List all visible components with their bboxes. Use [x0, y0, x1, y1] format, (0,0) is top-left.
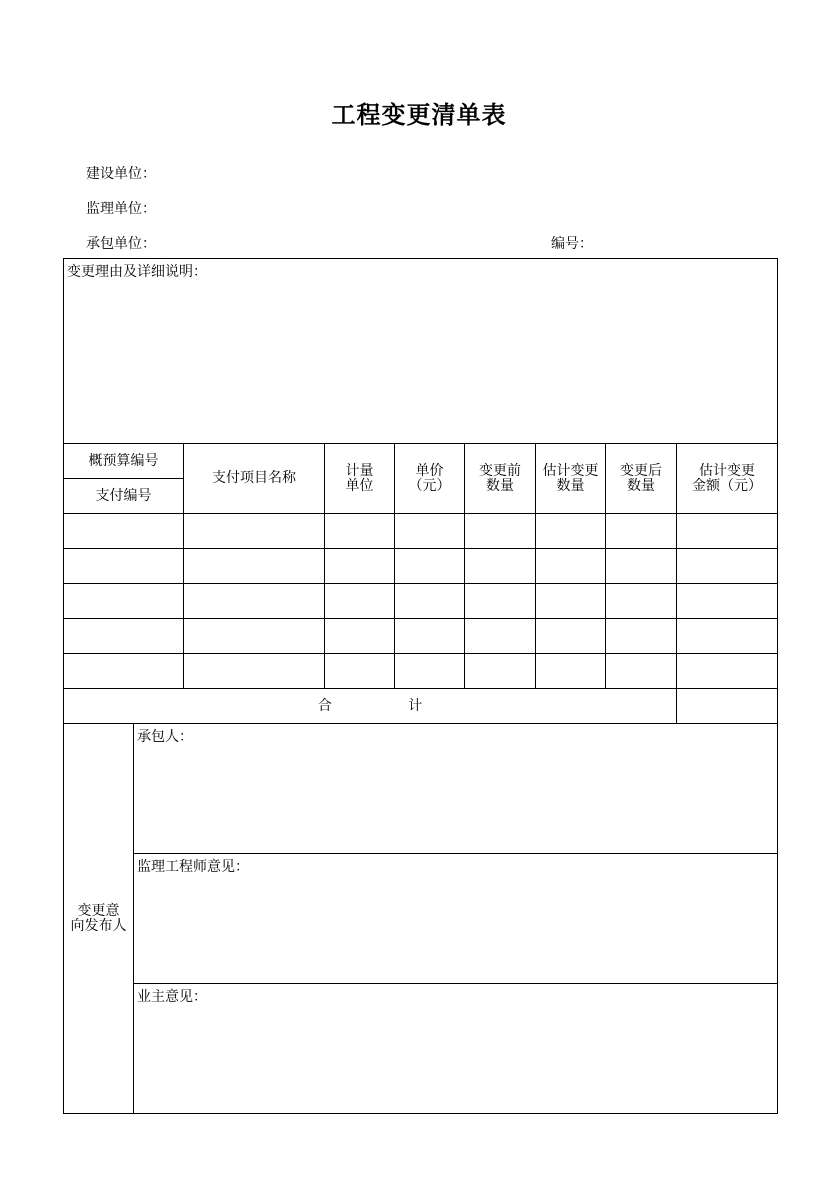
table-cell[interactable] [325, 654, 395, 689]
reason-cell[interactable] [64, 259, 778, 444]
header-qty-before: 变更前 数量 [465, 444, 536, 514]
page-title: 工程变更清单表 [331, 100, 507, 129]
table-cell[interactable] [325, 619, 395, 654]
number-label: 编号： [551, 236, 593, 252]
header-unit: 计量 单位 [325, 444, 395, 514]
table-row [64, 584, 778, 619]
table-cell[interactable] [465, 549, 536, 584]
table-cell[interactable] [536, 584, 606, 619]
header-qty-estimate: 估计变更 数量 [536, 444, 606, 514]
table-cell[interactable] [606, 584, 677, 619]
owner-opinion-label: 业主意见： [137, 989, 207, 1005]
total-label: 合 计 [317, 697, 423, 714]
table-cell[interactable] [677, 514, 778, 549]
table-cell[interactable] [677, 584, 778, 619]
contractor-unit-label: 承包单位： [86, 236, 156, 252]
owner-unit-label: 建设单位： [86, 166, 156, 182]
total-label-cell [64, 689, 677, 724]
header-budget-no: 概预算编号 [64, 444, 184, 479]
table-cell[interactable] [606, 549, 677, 584]
table-cell[interactable] [465, 619, 536, 654]
table-cell[interactable] [606, 619, 677, 654]
supervisor-unit-label: 监理单位： [86, 201, 156, 217]
engineer-opinion-label: 监理工程师意见： [137, 859, 249, 875]
table-cell[interactable] [325, 584, 395, 619]
header-amount: 估计变更 金额（元） [677, 444, 778, 514]
engineer-opinion-cell[interactable] [134, 854, 778, 984]
table-cell[interactable] [64, 549, 184, 584]
table-cell[interactable] [184, 619, 325, 654]
table-cell[interactable] [536, 514, 606, 549]
table-row [64, 549, 778, 584]
table-cell[interactable] [606, 654, 677, 689]
table-cell[interactable] [184, 514, 325, 549]
table-cell[interactable] [64, 654, 184, 689]
table-cell[interactable] [184, 654, 325, 689]
table-row [64, 619, 778, 654]
total-value-cell[interactable] [677, 689, 778, 724]
owner-opinion-cell[interactable] [134, 984, 778, 1114]
header-item-name: 支付项目名称 [184, 444, 325, 514]
reason-label: 变更理由及详细说明： [67, 264, 207, 280]
table-cell[interactable] [325, 514, 395, 549]
contractor-label: 承包人： [137, 729, 193, 745]
table-row [64, 654, 778, 689]
table-cell[interactable] [677, 619, 778, 654]
table-cell[interactable] [395, 584, 465, 619]
header-unit-price: 单价 （元） [395, 444, 465, 514]
table-cell[interactable] [536, 619, 606, 654]
issuer-side-label: 变更意 向发布人 [64, 724, 134, 1114]
header-payment-no: 支付编号 [64, 479, 184, 514]
table-cell[interactable] [465, 654, 536, 689]
total-row [64, 689, 778, 724]
table-cell[interactable] [395, 619, 465, 654]
table-row [64, 514, 778, 549]
table-cell[interactable] [395, 514, 465, 549]
table-cell[interactable] [465, 514, 536, 549]
table-cell[interactable] [184, 584, 325, 619]
change-list-table [63, 258, 778, 1114]
header-qty-after: 变更后 数量 [606, 444, 677, 514]
table-cell[interactable] [184, 549, 325, 584]
table-cell[interactable] [677, 549, 778, 584]
contractor-opinion-cell[interactable] [134, 724, 778, 854]
table-cell[interactable] [536, 654, 606, 689]
table-cell[interactable] [606, 514, 677, 549]
table-cell[interactable] [325, 549, 395, 584]
table-cell[interactable] [677, 654, 778, 689]
table-cell[interactable] [64, 514, 184, 549]
table-cell[interactable] [395, 654, 465, 689]
table-cell[interactable] [395, 549, 465, 584]
table-cell[interactable] [64, 584, 184, 619]
table-cell[interactable] [64, 619, 184, 654]
table-cell[interactable] [465, 584, 536, 619]
table-cell[interactable] [536, 549, 606, 584]
